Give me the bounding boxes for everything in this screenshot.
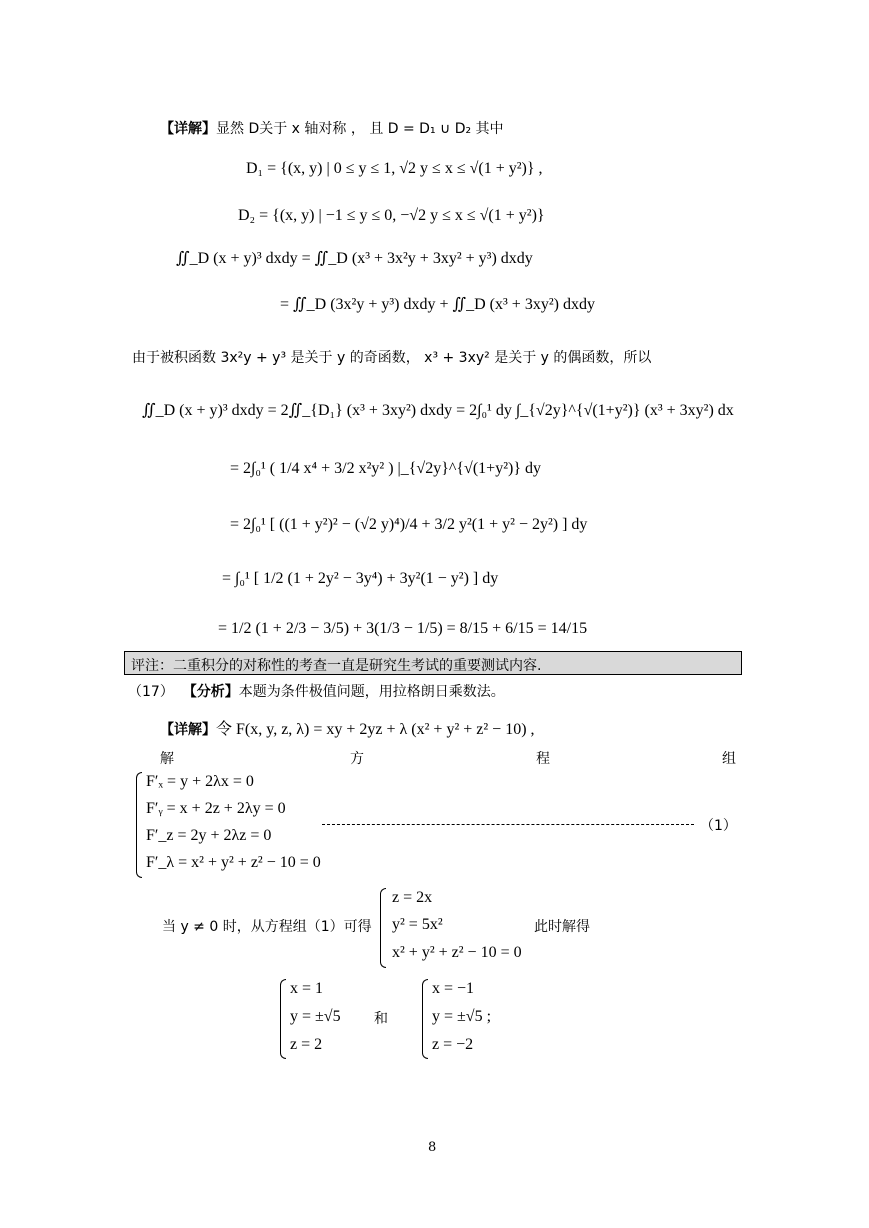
- solve-word-2: 方: [350, 751, 364, 767]
- solution1-x: x = 1: [290, 980, 324, 997]
- system2-eq-1: z = 2x: [392, 889, 433, 906]
- q17-text: 本题为条件极值问题，用拉格朗日乘数法。: [238, 684, 505, 700]
- integral-eq-7: = 1/2 (1 + 2/3 − 3/5) + 3(1/3 − 1/5) = 8/15 + 6/15 = 14/15: [218, 620, 588, 637]
- system1-eq-1: F′ₓ = y + 2λx = 0: [146, 773, 254, 790]
- system1-eq-4: F′_λ = x² + y² + z² − 10 = 0: [146, 854, 321, 871]
- solve-word-4: 组: [722, 751, 736, 767]
- integral-eq-2: = ∬_D (3x²y + y³) dxdy + ∬_D (x³ + 3xy²) dxdy: [280, 296, 595, 313]
- parity-text: 由于被积函数 3x²y + y³ 是关于 y 的奇函数， x³ + 3xy² 是关于 y 的偶函数，所以: [132, 350, 652, 366]
- lagrange-function: 令 F(x, y, z, λ) = xy + 2yz + λ (x² + y² + z² − 10) ,: [216, 721, 535, 738]
- q17-number: （17）: [128, 684, 174, 700]
- and-text: 和: [374, 1011, 388, 1027]
- solution2-z: z = −2: [432, 1036, 474, 1053]
- solve-word-1: 解: [160, 751, 174, 767]
- system1-eq-2: F′ᵧ = x + 2z + 2λy = 0: [146, 800, 286, 817]
- integral-eq-3: ∬_D (x + y)³ dxdy = 2∬_{D₁} (x³ + 3xy²) dxdy = 2∫₀¹ dy ∫_{√2y}^{√(1+y²)} (x³ + 3xy²) dx: [142, 402, 734, 419]
- solution2-x: x = −1: [432, 980, 475, 997]
- system2-eq-2: y² = 5x²: [392, 916, 443, 933]
- set-d2: D₂ = {(x, y) | −1 ≤ y ≤ 0, −√2 y ≤ x ≤ √(1 + y²)}: [238, 207, 545, 224]
- system1-eq-3: F′_z = 2y + 2λz = 0: [146, 827, 272, 844]
- integral-eq-6: = ∫₀¹ [ 1/2 (1 + 2y² − 3y⁴) + 3y²(1 − y²) ] dy: [222, 570, 499, 587]
- dashed-leader: [322, 824, 694, 825]
- set-d1: D₁ = {(x, y) | 0 ≤ y ≤ 1, √2 y ≤ x ≤ √(1 + y²)} ,: [246, 160, 543, 177]
- q17-label: 【分析】: [182, 684, 239, 700]
- system2-eq-3: x² + y² + z² − 10 = 0: [392, 944, 522, 961]
- integral-eq-5: = 2∫₀¹ [ ((1 + y²)² − (√2 y)⁴)/4 + 3/2 y²(1 + y² − 2y²) ] dy: [230, 516, 588, 533]
- solution2-y: y = ±√5 ;: [432, 1008, 492, 1025]
- q17-line: [128, 681, 505, 701]
- system2-brace: [380, 888, 386, 968]
- solve-word-3: 程: [536, 751, 550, 767]
- solution1-brace: [280, 979, 286, 1059]
- detail-label: 【详解】: [160, 121, 216, 137]
- detail-line-1: [160, 118, 504, 138]
- then-text: 此时解得: [534, 919, 590, 935]
- integral-eq-1: ∬_D (x + y)³ dxdy = ∬_D (x³ + 3x²y + 3xy² + y³) dxdy: [176, 250, 533, 267]
- note-text: 评注：二重积分的对称性的考查一直是研究生考试的重要测试内容.: [131, 658, 542, 674]
- detail-line-2: [160, 716, 535, 739]
- when-text: 当 y ≠ 0 时，从方程组（1）可得: [162, 919, 372, 935]
- page-number: 8: [428, 1140, 437, 1155]
- solution2-brace: [422, 979, 428, 1059]
- detail-text: 显然 D关于 x 轴对称 ， 且 D = D₁ ∪ D₂ 其中: [216, 121, 504, 137]
- system1-tag: （1）: [700, 818, 737, 834]
- system1-brace: [136, 772, 142, 878]
- solution1-z: z = 2: [290, 1036, 323, 1053]
- detail-label-2: 【详解】: [160, 722, 216, 738]
- integral-eq-4: = 2∫₀¹ ( 1/4 x⁴ + 3/2 x²y² ) |_{√2y}^{√(1+y²)} dy: [230, 460, 541, 477]
- solution1-y: y = ±√5: [290, 1008, 341, 1025]
- note-box: [124, 651, 742, 675]
